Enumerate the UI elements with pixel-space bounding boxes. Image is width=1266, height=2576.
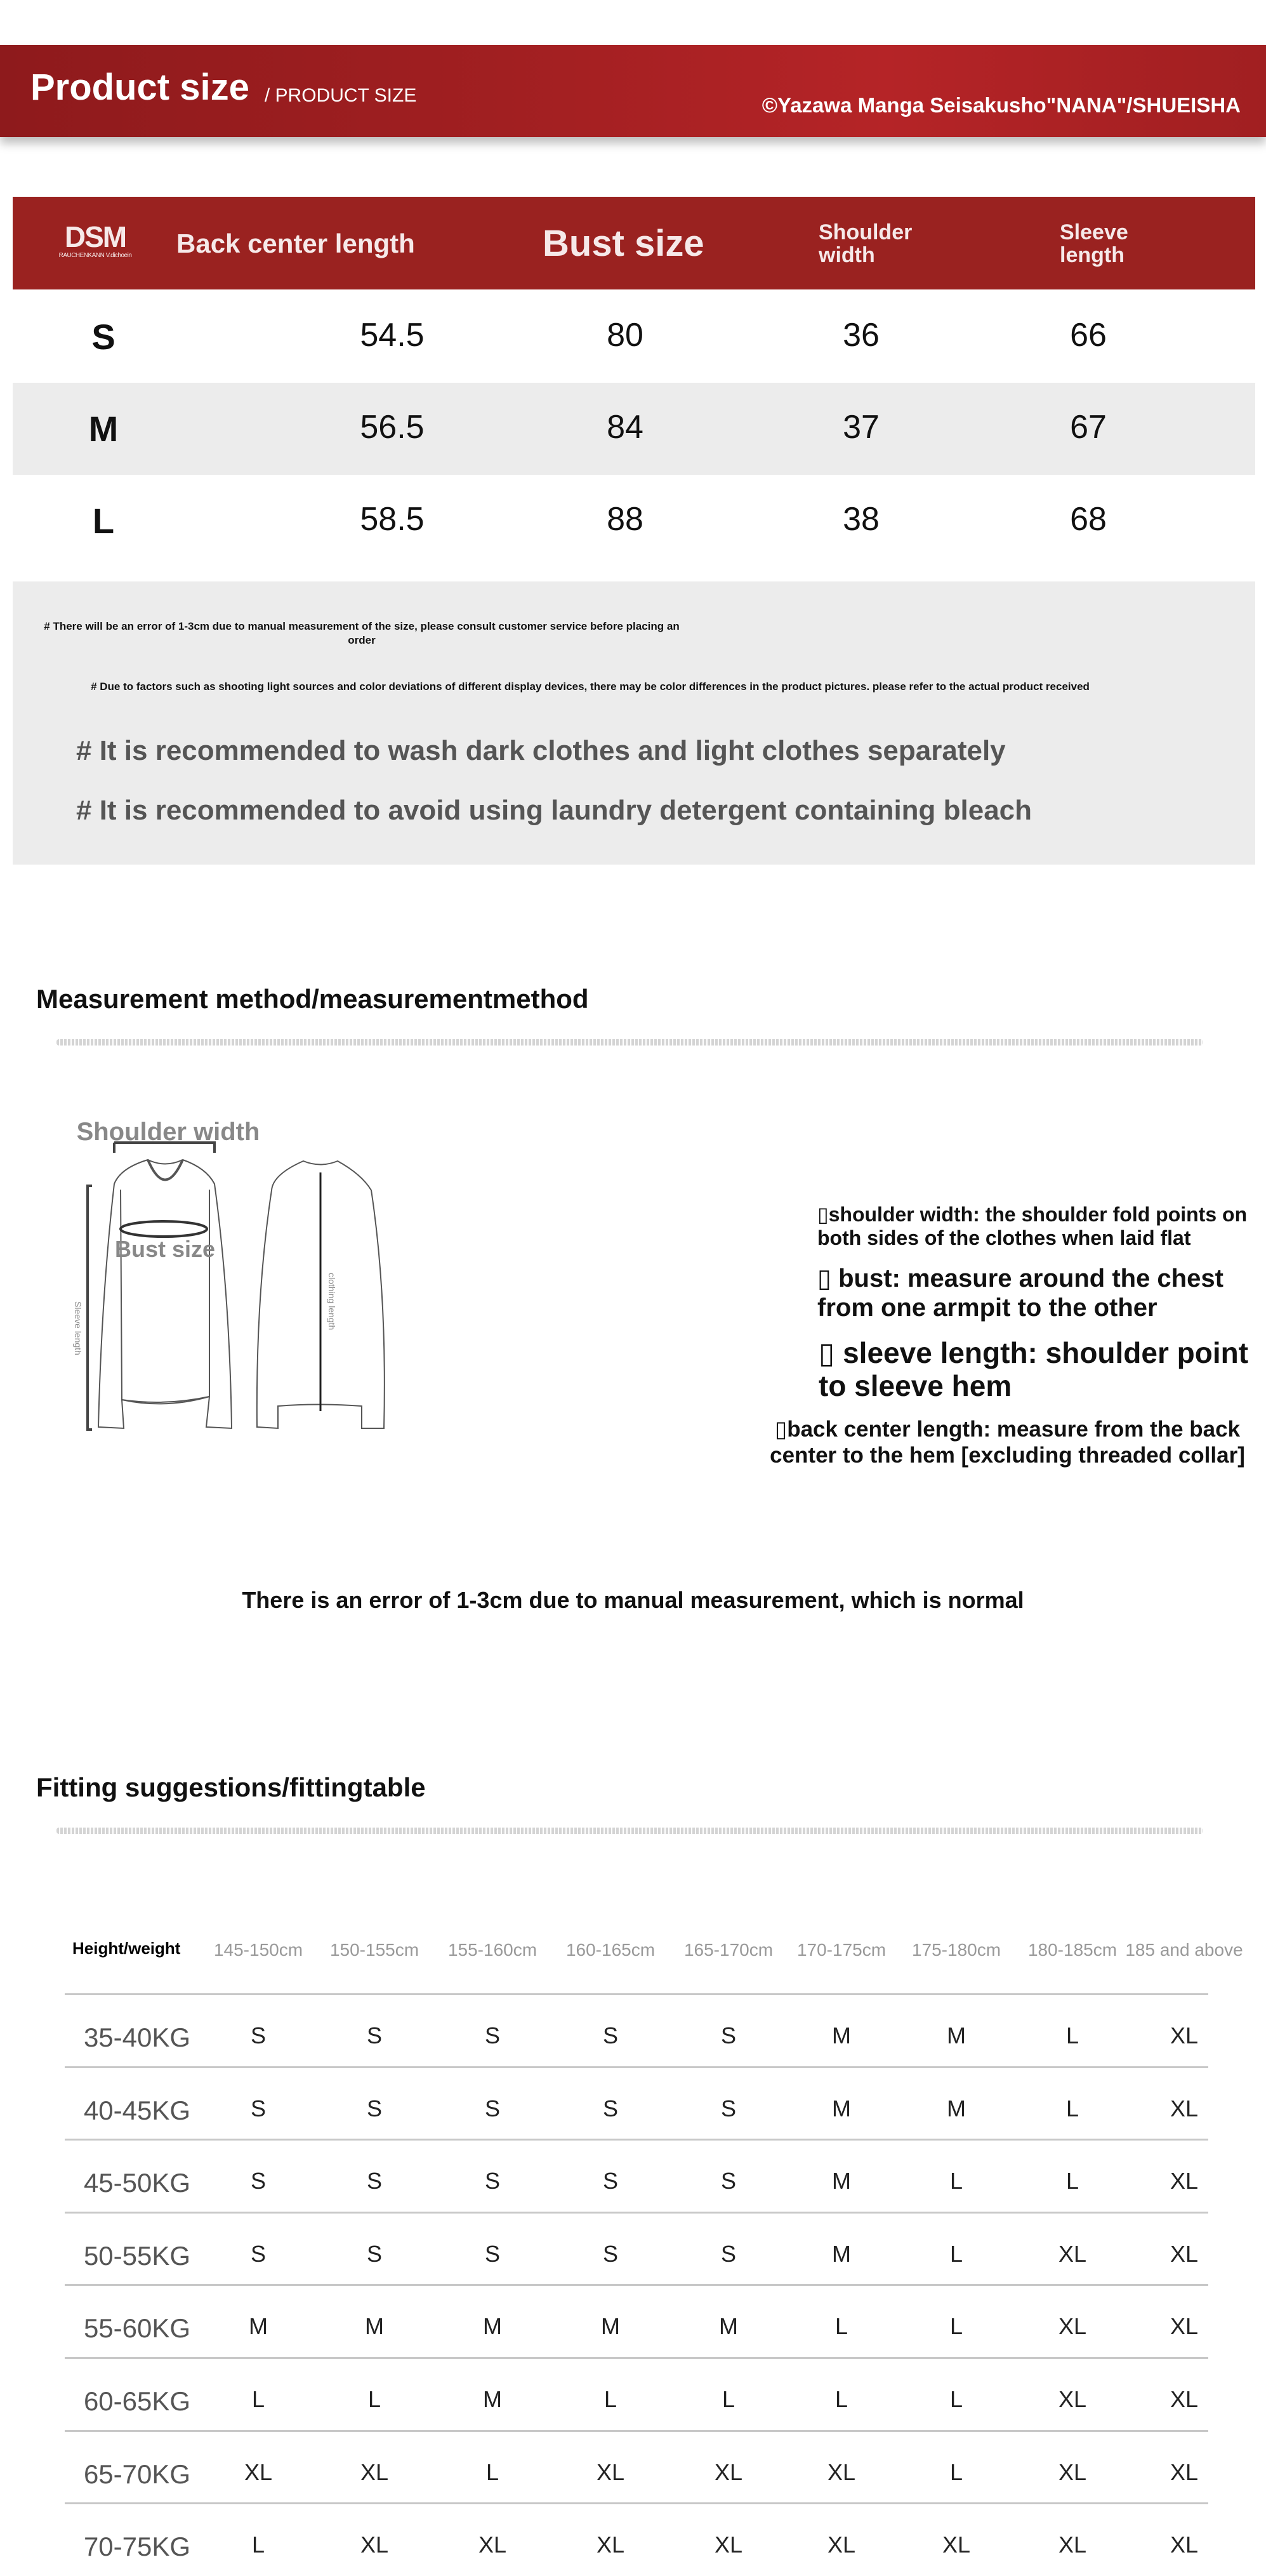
- fitting-row: [0, 2431, 1266, 2504]
- size-value: 54.5: [360, 317, 425, 354]
- size-suggestion: XL: [1058, 2240, 1087, 2267]
- size-suggestion: L: [949, 2168, 963, 2194]
- size-suggestion: L: [949, 2240, 963, 2267]
- size-suggestion: XL: [1170, 2240, 1199, 2267]
- fitting-row: [0, 2285, 1266, 2358]
- header-shoulder-width: Shoulder width: [819, 220, 913, 267]
- size-suggestion: S: [250, 2240, 267, 2267]
- size-label: L: [92, 501, 115, 541]
- size-suggestion: S: [366, 2022, 383, 2048]
- size-suggestion: XL: [596, 2532, 625, 2558]
- divider: [56, 1039, 1203, 1046]
- size-suggestion: M: [832, 2022, 851, 2048]
- height-header: 170-175cm: [796, 1940, 887, 1960]
- size-suggestion: L: [485, 2459, 499, 2485]
- fitting-row: [0, 2213, 1266, 2285]
- fitting-row: [0, 2504, 1266, 2576]
- size-suggestion: XL: [1170, 2313, 1199, 2340]
- size-suggestion: L: [367, 2386, 381, 2412]
- height-header: 180-185cm: [1027, 1940, 1118, 1960]
- size-value: 67: [1070, 409, 1107, 446]
- fitting-heading: Fitting suggestions/fittingtable: [36, 1772, 426, 1802]
- size-value: 66: [1070, 317, 1107, 354]
- size-suggestion: S: [250, 2168, 267, 2194]
- size-value: 38: [843, 501, 880, 538]
- size-suggestion: S: [484, 2022, 501, 2048]
- size-suggestion: XL: [1170, 2168, 1199, 2194]
- size-suggestion: XL: [596, 2459, 625, 2485]
- size-suggestion: M: [947, 2022, 966, 2048]
- size-suggestion: L: [251, 2532, 265, 2558]
- size-suggestion: XL: [1058, 2386, 1087, 2412]
- size-suggestion: S: [484, 2095, 501, 2121]
- size-table-header: [13, 197, 1255, 289]
- size-suggestion: XL: [827, 2532, 856, 2558]
- note-wash-separately: # It is recommended to wash dark clothes and light clothes separately: [76, 735, 1006, 766]
- size-suggestion: S: [366, 2095, 383, 2121]
- weight-label: 70-75KG: [83, 2532, 191, 2562]
- weight-label: 40-45KG: [83, 2095, 191, 2125]
- height-header: 165-170cm: [683, 1940, 774, 1960]
- size-suggestion: S: [602, 2168, 619, 2194]
- size-suggestion: L: [834, 2386, 848, 2412]
- height-header: 145-150cm: [213, 1940, 303, 1960]
- label-sleeve-length: Sleeve length: [73, 1301, 83, 1355]
- header-back-center-length: Back center length: [176, 229, 415, 258]
- size-suggestion: M: [832, 2240, 851, 2267]
- section-banner: [0, 45, 1266, 137]
- size-label: S: [91, 317, 115, 357]
- label-clothing-length: clothing length: [327, 1273, 337, 1331]
- size-suggestion: XL: [1170, 2386, 1199, 2412]
- size-suggestion: M: [832, 2095, 851, 2121]
- fitting-table-header: [0, 1937, 1266, 1963]
- weight-label: 55-60KG: [83, 2313, 191, 2344]
- size-value: 58.5: [360, 501, 425, 538]
- size-suggestion: S: [484, 2240, 501, 2267]
- size-suggestion: L: [251, 2386, 265, 2412]
- size-value: 68: [1070, 501, 1107, 538]
- label-bust-size: Bust size: [114, 1236, 216, 1262]
- height-header: 175-180cm: [911, 1940, 1001, 1960]
- note-measurement-error: # There will be an error of 1-3cm due to manual measurement of the size, please consult customer service before placing an order: [44, 620, 680, 646]
- desc-sleeve-length: ▯ sleeve length: shoulder point to sleeve hem: [819, 1336, 1249, 1403]
- notes-box: [13, 581, 1255, 865]
- size-suggestion: L: [949, 2459, 963, 2485]
- size-value: 56.5: [360, 409, 425, 446]
- size-suggestion: XL: [1058, 2532, 1087, 2558]
- size-suggestion: XL: [1170, 2532, 1199, 2558]
- size-suggestion: XL: [1170, 2022, 1199, 2048]
- fitting-row: [0, 1995, 1266, 2067]
- weight-label: 35-40KG: [83, 2022, 191, 2052]
- size-suggestion: XL: [1170, 2095, 1199, 2121]
- weight-label: 45-50KG: [83, 2168, 191, 2198]
- banner-title: Product size: [30, 67, 249, 108]
- size-suggestion: XL: [1058, 2313, 1087, 2340]
- measurement-error-note: There is an error of 1-3cm due to manual measurement, which is normal: [242, 1587, 1024, 1613]
- measurement-descriptions: [755, 1203, 1260, 1468]
- size-label: M: [88, 409, 119, 449]
- size-row: [13, 383, 1255, 475]
- size-suggestion: S: [602, 2022, 619, 2048]
- note-color-difference: # Due to factors such as shooting light sources and color deviations of different display devices, there may be color differences in the product pictures. please refer to the actual product received: [91, 681, 1090, 693]
- size-suggestion: XL: [478, 2532, 507, 2558]
- size-suggestion: M: [365, 2313, 384, 2340]
- header-bust-size: Bust size: [543, 223, 704, 264]
- desc-shoulder-width: ▯shoulder width: the shoulder fold points on both sides of the clothes when laid flat: [817, 1203, 1248, 1249]
- measurement-heading: Measurement method/measurementmethod: [36, 984, 589, 1014]
- size-value: 36: [843, 317, 880, 354]
- size-suggestion: S: [602, 2240, 619, 2267]
- label-shoulder-width: Shoulder width: [76, 1118, 260, 1146]
- size-suggestion: L: [722, 2386, 735, 2412]
- size-row: [13, 291, 1255, 383]
- weight-label: 65-70KG: [83, 2459, 191, 2489]
- size-suggestion: S: [250, 2022, 267, 2048]
- size-suggestion: XL: [360, 2532, 389, 2558]
- desc-bust: ▯ bust: measure around the chest from one armpit to the other: [817, 1264, 1223, 1322]
- size-suggestion: S: [720, 2240, 737, 2267]
- size-suggestion: M: [719, 2313, 738, 2340]
- brand-logo: DSM RAUCHENKANN V.dichoein: [58, 220, 132, 259]
- corner-label: Height/weight: [72, 1939, 181, 1958]
- size-suggestion: S: [366, 2168, 383, 2194]
- fitting-row: [0, 2358, 1266, 2431]
- size-suggestion: XL: [1170, 2459, 1199, 2485]
- weight-label: 60-65KG: [83, 2386, 191, 2416]
- size-suggestion: M: [249, 2313, 268, 2340]
- size-value: 84: [607, 409, 643, 446]
- size-value: 88: [607, 501, 643, 538]
- size-suggestion: S: [250, 2095, 267, 2121]
- height-header: 185 and above: [1125, 1940, 1243, 1960]
- size-suggestion: S: [720, 2095, 737, 2121]
- size-suggestion: S: [484, 2168, 501, 2194]
- size-value: 37: [843, 409, 880, 446]
- size-suggestion: S: [720, 2168, 737, 2194]
- size-suggestion: XL: [827, 2459, 856, 2485]
- banner-subtitle: / PRODUCT SIZE: [264, 85, 417, 106]
- size-suggestion: XL: [714, 2459, 743, 2485]
- size-suggestion: XL: [1058, 2459, 1087, 2485]
- desc-back-center-length: ▯back center length: measure from the back center to the hem [excluding threaded collar]: [770, 1417, 1245, 1468]
- shirt-diagram: [63, 1105, 762, 1549]
- weight-label: 50-55KG: [83, 2240, 191, 2271]
- size-value: 80: [607, 317, 643, 354]
- size-suggestion: L: [949, 2313, 963, 2340]
- size-suggestion: XL: [360, 2459, 389, 2485]
- size-suggestion: S: [602, 2095, 619, 2121]
- size-suggestion: M: [601, 2313, 620, 2340]
- size-suggestion: M: [483, 2313, 502, 2340]
- size-suggestion: S: [366, 2240, 383, 2267]
- size-suggestion: XL: [714, 2532, 743, 2558]
- size-suggestion: L: [834, 2313, 848, 2340]
- height-header: 160-165cm: [565, 1940, 656, 1960]
- note-avoid-bleach: # It is recommended to avoid using laundry detergent containing bleach: [76, 795, 1032, 826]
- fitting-row: [0, 2140, 1266, 2212]
- size-suggestion: XL: [942, 2532, 971, 2558]
- size-suggestion: M: [483, 2386, 502, 2412]
- fitting-row: [0, 2068, 1266, 2140]
- header-sleeve-length: Sleeve length: [1060, 220, 1128, 267]
- size-suggestion: XL: [244, 2459, 273, 2485]
- size-suggestion: L: [603, 2386, 617, 2412]
- size-suggestion: L: [1065, 2095, 1079, 2121]
- divider: [56, 1828, 1203, 1834]
- size-suggestion: M: [947, 2095, 966, 2121]
- size-suggestion: M: [832, 2168, 851, 2194]
- height-header: 155-160cm: [447, 1940, 537, 1960]
- height-header: 150-155cm: [329, 1940, 419, 1960]
- banner-title-group: [30, 67, 416, 109]
- size-row: [13, 475, 1255, 567]
- size-suggestion: S: [720, 2022, 737, 2048]
- copyright: ©Yazawa Manga Seisakusho"NANA"/SHUEISHA: [762, 93, 1241, 117]
- size-suggestion: L: [1065, 2168, 1079, 2194]
- size-suggestion: L: [1065, 2022, 1079, 2048]
- size-suggestion: L: [949, 2386, 963, 2412]
